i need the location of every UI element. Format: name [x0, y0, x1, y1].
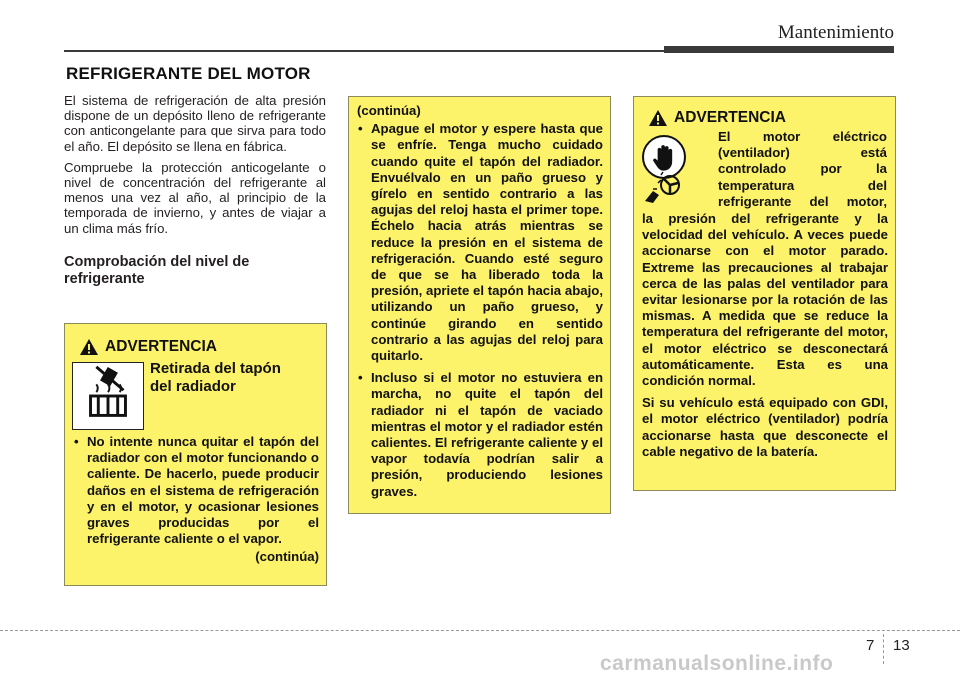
warning-subtitle-line-1: Retirada del tapón: [150, 360, 281, 377]
warning-subtitle-line-2: del radiador: [150, 378, 236, 395]
header-rule-thick: [664, 46, 894, 53]
section-title: REFRIGERANTE DEL MOTOR: [66, 64, 311, 83]
lead-line: controlado por la: [718, 161, 887, 177]
warning-body: la presión del refrigerante y la velocidad del vehículo. A veces puede accionarse con el motor parado. Extreme las precauciones al trabajar cerca de las palas del ventilador para evitar lesionarse por la rotación de las mismas. A medida que se reduce la temperatura del refrigerante del motor, el motor eléctrico se desconectará automáticamente. Esta es una condición normal.: [642, 211, 888, 389]
continued-heading: (continúa): [357, 103, 421, 118]
warning-bullet: • Incluso si el motor no estuviera en marcha, no quite el tapón del radiador ni el tapón de vaciado mientras el motor y el radiador estén calientes. El refrigerante caliente y el vapor todavía podrían salir a presión, produciendo lesiones graves.: [357, 370, 603, 500]
warning-subtitle: [150, 360, 281, 396]
warning-heading-text: ADVERTENCIA: [674, 109, 786, 126]
page-number-separator: [883, 634, 884, 664]
continued-label: (continúa): [255, 549, 319, 565]
page-header-title: Mantenimiento: [777, 22, 894, 43]
warning-triangle-icon: [648, 109, 668, 127]
watermark: carmanualsonline.info: [600, 652, 834, 675]
header-rule: [64, 50, 664, 52]
warning-body-gdi: Si su vehículo está equipado con GDI, el motor eléctrico (ventilador) podría accionarse hasta que desconecte el cable negativo de la batería.: [642, 395, 888, 459]
chapter-number: 7: [866, 637, 875, 654]
intro-paragraph-2: Compruebe la protección anticogelante o nivel de concentración del refrigerante al menos una vez al año, al principio de la temporada de invierno, y antes de viajar a un clima más frío.: [64, 159, 326, 236]
warning-text: [73, 434, 319, 566]
warning-body-text: [642, 211, 888, 460]
warning-box-radiator-cap: [64, 323, 327, 586]
footer-dashed-rule: [0, 630, 960, 631]
lead-line: temperatura del: [718, 177, 887, 193]
warning-box-continued: [348, 96, 611, 514]
warning-heading: [648, 109, 786, 127]
warning-heading: [79, 338, 217, 356]
intro-paragraph-1: El sistema de refrigeración de alta presión dispone de un depósito lleno de refrigerante con anticongelante para que sirva para todo el año. El depósito se llena en fábrica.: [64, 93, 326, 154]
warning-text: [357, 103, 603, 506]
warning-heading-text: ADVERTENCIA: [105, 338, 217, 355]
page-number: 13: [893, 637, 910, 654]
coolant-level-subheading: Comprobación del nivel de refrigerante: [64, 253, 250, 287]
warning-box-electric-fan: [633, 96, 896, 491]
lead-line: refrigerante del motor,: [718, 193, 887, 209]
warning-bullet: • Apague el motor y espere hasta que se enfríe. Tenga mucho cuidado cuando quite el tapón del radiador. Envuélvalo en un paño grueso y gírelo en sentido contrario a las agujas del reloj hasta el primer tope. Échelo hacia atrás mientras se reduce la presión en el sistema de refrigeración. Cuando esté seguro de que se ha liberado toda la presión, apriete el tapón hacia abajo, utilizando un paño grueso, y continúe girando en sentido contrario a las agujas del reloj para quitarlo.: [357, 121, 603, 364]
radiator-cap-icon: [72, 362, 144, 430]
lead-line: (ventilador) está: [718, 145, 887, 161]
warning-bullet: • No intente nunca quitar el tapón del radiador con el motor funcionando o caliente. De hacerlo, puede producir daños en el sistema de refrigeración y en el motor, y ocasionar lesiones graves producidas por el refrigerante caliente o el vapor.: [73, 434, 319, 547]
lead-line: El motor eléctrico: [718, 129, 887, 144]
warning-triangle-icon: [79, 338, 99, 356]
warning-lead-text: [718, 129, 887, 210]
fan-hazard-icon: [642, 171, 686, 205]
intro-column: [64, 93, 326, 288]
